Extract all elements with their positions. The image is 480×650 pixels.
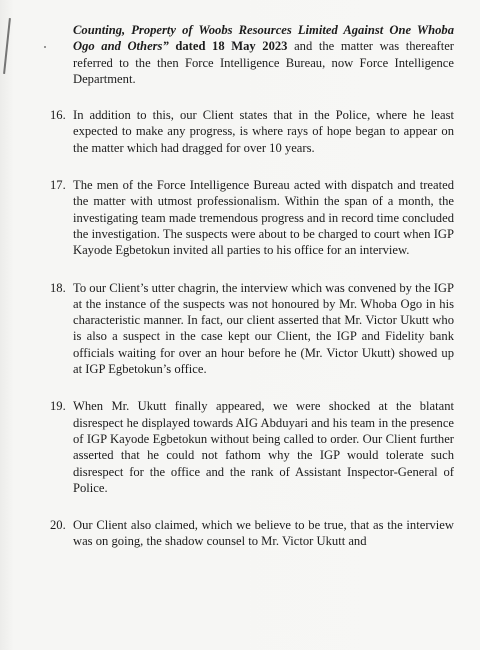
paragraph-18: [50, 280, 454, 378]
paragraph-text: Our Client also claimed, which we believe to be true, that as the interview was on going, the shadow counsel to Mr. Victor Ukutt and: [73, 518, 454, 549]
paragraph-number: 20.: [50, 518, 66, 533]
paragraph-16: [50, 107, 454, 156]
case-date: dated 18 May 2023: [175, 39, 288, 54]
paragraph-20: [50, 517, 454, 550]
paragraph-19: [50, 398, 454, 496]
paragraph-text: When Mr. Ukutt finally appeared, we were shocked at the blatant disrespect he displayed towards AIG Abduyari and his team in the presence of IGP Kayode Egbetokun without being called to order. Our Client further asserted that he could not fathom why the IGP would tolerate such disrespect for the office and the rank of Assistant Inspector-General of Police.: [73, 399, 454, 495]
document-body: [50, 22, 454, 550]
paragraph-text: In addition to this, our Client states that in the Police, where he least expected to make any progress, is where rays of hope began to appear on the matter which had dragged for over 10 years.: [73, 108, 454, 155]
margin-pen-mark: [3, 18, 11, 74]
paragraph-number: 18.: [50, 280, 66, 295]
paragraph-17: [50, 177, 454, 258]
margin-dot: [44, 46, 46, 48]
paragraph-number: 19.: [50, 399, 66, 414]
intro-paragraph: [50, 22, 454, 87]
case-title: Counting, Property of Woobs Resources Limited Against One Whoba Ogo and Others”: [73, 23, 454, 54]
paragraph-text: The men of the Force Intelligence Bureau acted with dispatch and treated the matter with utmost professionalism. Within the span of a month, the investigating team made tremendous progress and in record time concluded the investigation. The suspects were about to be charged to court when IGP Kayode Egbetokun invited all parties to his office for an interview.: [73, 178, 454, 258]
paragraph-text: To our Client’s utter chagrin, the interview which was convened by the IGP at the instance of the suspects was not honoured by Mr. Whoba Ogo in his characteristic manner. In fact, our client asserted that Mr. Victor Ukutt who is also a suspect in the case kept our Client, the IGP and Fidelity bank officials waiting for over an hour before he (Mr. Victor Ukutt) showed up at IGP Egbetokun’s office.: [73, 280, 454, 377]
paragraph-number: 16.: [50, 108, 66, 123]
intro-rest: and the matter was thereafter referred to the then Force Intelligence Bureau, now Force Intelligence Department.: [73, 39, 454, 86]
paragraph-number: 17.: [50, 178, 66, 193]
